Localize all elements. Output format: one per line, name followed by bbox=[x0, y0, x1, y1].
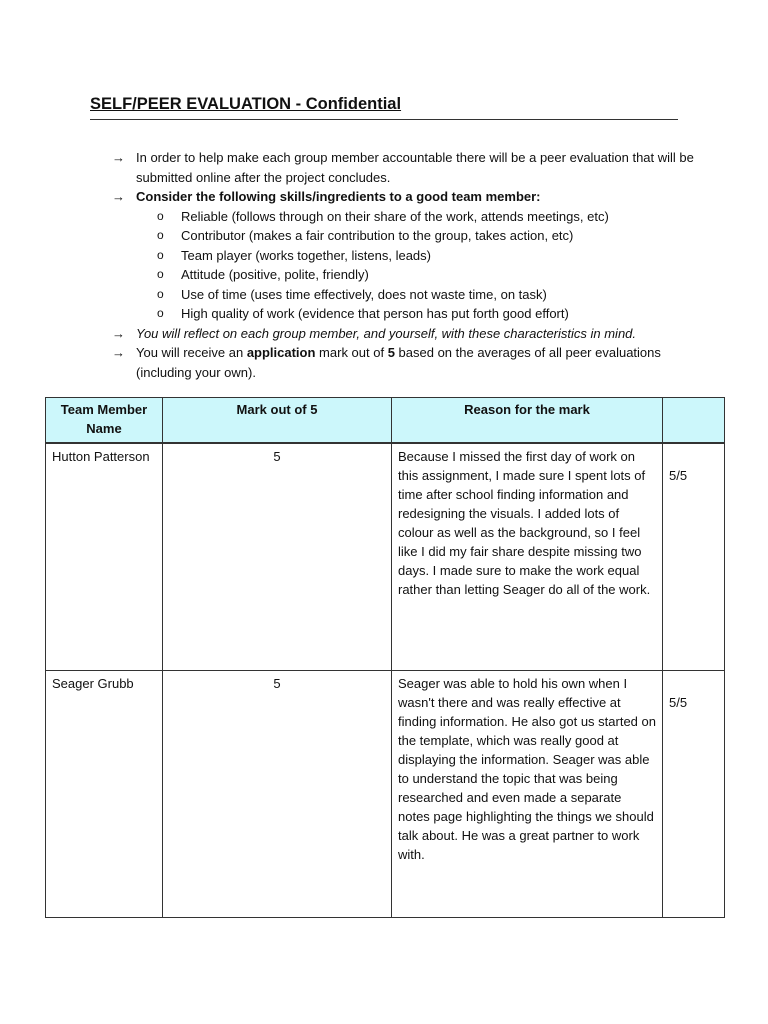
instruction-text: In order to help make each group member accountable there will be a peer evaluation that will be submitted online after the project concludes. bbox=[136, 150, 694, 185]
instruction-item bbox=[112, 324, 702, 344]
skill-item bbox=[112, 246, 702, 266]
circle-bullet-icon: o bbox=[157, 267, 164, 281]
arrow-icon: → bbox=[112, 345, 125, 360]
instruction-text: Consider the following skills/ingredients to a good team member: bbox=[136, 189, 541, 204]
skill-item bbox=[112, 226, 702, 246]
instruction-item bbox=[112, 187, 702, 207]
skill-text: High quality of work (evidence that person has put forth good effort) bbox=[181, 306, 569, 321]
circle-bullet-icon: o bbox=[157, 286, 164, 301]
member-mark: 5 bbox=[163, 443, 392, 671]
instruction-item bbox=[112, 148, 702, 187]
skill-text: Reliable (follows through on their share of the work, attends meetings, etc) bbox=[181, 208, 609, 224]
member-name: Hutton Patterson bbox=[46, 443, 163, 671]
circle-bullet-icon: o bbox=[157, 247, 164, 262]
arrow-icon: → bbox=[112, 325, 125, 341]
arrow-icon: → bbox=[112, 189, 125, 204]
header-reason: Reason for the mark bbox=[392, 398, 663, 444]
instructions bbox=[112, 148, 702, 382]
header-team-member: Team Member Name bbox=[46, 398, 163, 444]
header-mark: Mark out of 5 bbox=[163, 398, 392, 444]
circle-bullet-icon: o bbox=[157, 228, 164, 242]
skill-text: Contributor (makes a fair contribution to the group, takes action, etc) bbox=[181, 228, 574, 243]
skill-text: Use of time (uses time effectively, does not waste time, on task) bbox=[181, 286, 547, 302]
instruction-text: You will receive an application mark out of 5 based on the averages of all peer evaluations (including your own). bbox=[136, 345, 661, 380]
skill-item bbox=[112, 285, 702, 305]
member-final-mark: 5/5 bbox=[663, 443, 725, 671]
header-final bbox=[663, 398, 725, 444]
member-reason: Because I missed the first day of work on this assignment, I made sure I spent lots of time after school finding information and redesigning the visuals. I added lots of colour as well as the background, so I feel like I did my fair share despite missing two days. I made sure to make the work equal rather than letting Seager do all of the work. bbox=[392, 443, 663, 671]
instruction-item bbox=[112, 343, 702, 382]
skill-item bbox=[112, 207, 702, 227]
skill-text: Attitude (positive, polite, friendly) bbox=[181, 267, 369, 282]
skill-item bbox=[112, 304, 702, 324]
table-header-row bbox=[46, 398, 725, 444]
member-reason: Seager was able to hold his own when I wasn't there and was really effective at finding information. He also got us started on the template, which was really good at displaying the information. Seager was able to understand the topic that was being researched and even made a separate notes page highlighting the things we should talk about. He was a great partner to work with. bbox=[392, 671, 663, 918]
member-final-mark: 5/5 bbox=[663, 671, 725, 918]
table-row bbox=[46, 671, 725, 918]
evaluation-table bbox=[45, 397, 725, 918]
table-row bbox=[46, 443, 725, 671]
instruction-text: You will reflect on each group member, and yourself, with these characteristics in mind. bbox=[136, 325, 637, 341]
member-name: Seager Grubb bbox=[46, 671, 163, 918]
circle-bullet-icon: o bbox=[157, 306, 164, 320]
title-row bbox=[90, 95, 678, 120]
skill-text: Team player (works together, listens, leads) bbox=[181, 247, 431, 263]
arrow-icon: → bbox=[112, 150, 125, 165]
page-title: SELF/PEER EVALUATION - Confidential bbox=[90, 95, 402, 113]
circle-bullet-icon: o bbox=[157, 208, 164, 223]
skill-item bbox=[112, 265, 702, 285]
member-mark: 5 bbox=[163, 671, 392, 918]
